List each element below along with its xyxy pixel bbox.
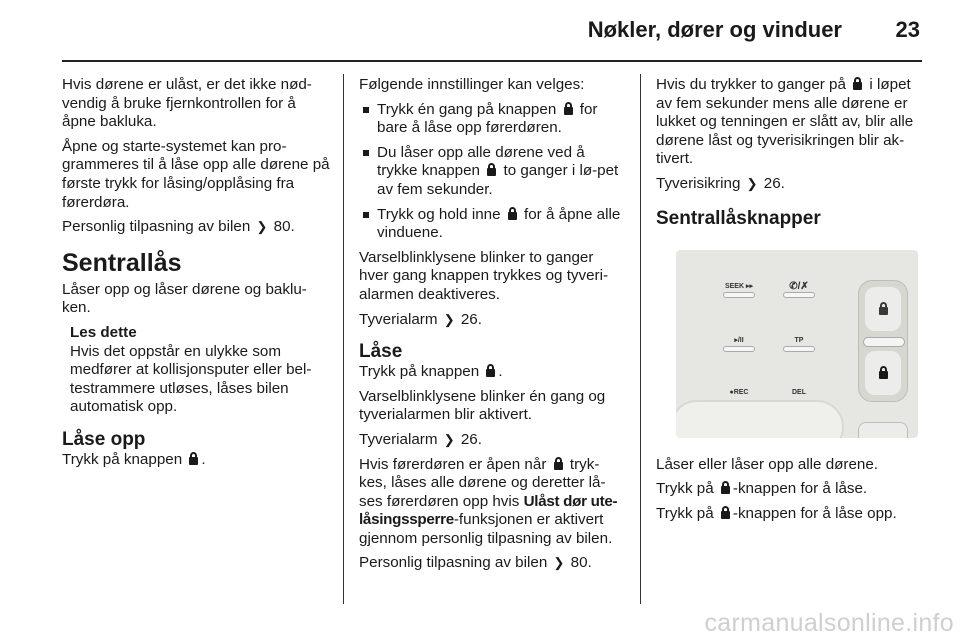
paragraph: Åpne og starte-systemet kan pro-grammeres til å låse opp alle dørene på første trykk for låsing/opplåsing fra førerdøra.	[62, 137, 330, 211]
lock-icon	[853, 82, 862, 90]
button-label: ●REC	[729, 388, 749, 396]
paragraph	[359, 456, 627, 549]
column-2	[359, 76, 627, 579]
reference-text: Tyverialarm	[359, 310, 438, 328]
list-item	[359, 144, 627, 200]
list-item-text: Trykk én gang på knappen	[377, 100, 557, 118]
page-ref-arrow-icon: ❯	[256, 219, 268, 235]
list-item-text: to ganger i lø-pet av fem sekunder.	[377, 162, 619, 198]
reference-page: 80.	[570, 554, 592, 572]
note-text: Hvis det oppstår en ulykke som medfører at kollisjonsputer eller bel-testrammere utløses, låses bilen automatisk opp.	[70, 342, 312, 416]
reference-text: Personlig tilpasning av bilen	[62, 218, 251, 236]
page-ref-arrow-icon: ❯	[443, 311, 455, 327]
settings-list	[359, 101, 627, 243]
paragraph-text: .	[201, 450, 206, 468]
lock-icon	[879, 371, 888, 379]
page-header	[0, 0, 960, 58]
paragraph-text: Trykk på	[656, 504, 714, 522]
button-label: DEL	[792, 388, 806, 396]
paragraph: Varselblinklysene blinker én gang og tyverialarmen blir aktivert.	[359, 387, 606, 424]
paragraph-text: -knappen for å låse.	[732, 480, 868, 498]
list-item-text: Du låser opp alle dørene ved å trykke knappen	[377, 143, 585, 180]
paragraph-text: Trykk på	[656, 480, 714, 498]
paragraph-text: Hvis du trykker to ganger på	[656, 76, 846, 93]
paragraph-text: -funksjonen er aktivert gjennom personlig tilpasning av bilen.	[359, 511, 613, 547]
button-label: ✆/✗	[789, 280, 809, 292]
paragraph: Hvis dørene er ulåst, er det ikke nød-vendig å bruke fjernkontrollen for å åpne bakluka.	[62, 76, 312, 131]
paragraph-text: Hvis førerdøren er åpen når	[359, 455, 547, 473]
paragraph-text: tryk-kes, låses alle dørene og deretter lå-ses førerdøren opp hvis	[359, 455, 606, 510]
seek-button	[716, 278, 762, 298]
column-divider	[343, 74, 344, 604]
note-box	[70, 324, 330, 417]
page-ref-arrow-icon: ❯	[746, 175, 758, 191]
unlock-icon	[879, 307, 888, 315]
function-name: Ulåst dør ute-låsingssperre	[359, 492, 618, 529]
paragraph: Følgende innstillinger kan velges:	[359, 76, 585, 93]
paragraph-text: .	[498, 363, 503, 381]
page-reference[interactable]	[656, 175, 926, 194]
unlock-segment	[865, 287, 901, 331]
central-lock-panel-illustration	[676, 250, 918, 438]
list-item-text: for å åpne alle vinduene.	[377, 205, 621, 242]
panel-button	[858, 422, 908, 438]
paragraph	[656, 480, 926, 499]
column-3	[656, 76, 926, 529]
section-heading: Sentrallås	[62, 248, 182, 277]
tp-button	[776, 332, 822, 352]
central-lock-rocker-switch	[858, 280, 908, 402]
lock-icon	[564, 107, 573, 115]
reference-text: Tyverialarm	[359, 430, 438, 448]
lock-icon	[486, 369, 495, 377]
paragraph: Låser eller låser opp alle dørene.	[656, 455, 879, 473]
button-label: ▸/II	[734, 336, 744, 344]
lock-icon	[721, 486, 730, 494]
page-ref-arrow-icon: ❯	[443, 431, 455, 447]
reference-page: 26.	[460, 310, 482, 328]
reference-page: 80.	[273, 218, 295, 236]
button-label: TP	[794, 336, 804, 344]
unlock-icon	[721, 511, 730, 519]
play-pause-button	[716, 332, 762, 352]
phone-button	[776, 278, 822, 298]
button-bar	[723, 292, 755, 298]
page-reference[interactable]	[359, 431, 627, 450]
list-item-text: for bare å låse opp førerdøren.	[377, 100, 598, 137]
reference-page: 26.	[763, 174, 785, 192]
button-label: SEEK ▸▸	[724, 282, 754, 290]
watermark-url: carmanualsonline.info	[704, 609, 954, 637]
column-1	[62, 76, 330, 476]
page-reference[interactable]	[359, 554, 627, 573]
button-bar	[723, 346, 755, 352]
reference-text: Tyverisikring	[656, 174, 741, 192]
paragraph-text: i løpet av fem sekunder mens alle dørene er lukket og tenningen er slått av, blir alle dørene låst og tyverisikringen blir ak-tivert.	[656, 76, 914, 168]
rec-button	[716, 384, 762, 394]
panel-contour	[676, 400, 844, 438]
paragraph	[62, 451, 330, 470]
del-button	[776, 384, 822, 394]
subsection-heading: Sentrallåsknapper	[656, 207, 821, 229]
button-bar	[783, 346, 815, 352]
paragraph	[656, 76, 926, 169]
paragraph	[359, 363, 627, 382]
lock-segment	[865, 351, 901, 395]
lock-icon	[508, 212, 517, 220]
reference-page: 26.	[460, 430, 482, 448]
lock-icon	[554, 462, 563, 470]
lock-icon	[487, 168, 496, 176]
paragraph: Varselblinklysene blinker to ganger hver gang knappen trykkes og tyveri-alarmen deaktiveres.	[359, 248, 609, 303]
list-item-text: Trykk og hold inne	[377, 205, 501, 223]
subsection-heading: Låse opp	[62, 428, 146, 450]
list-item	[359, 206, 627, 243]
page-reference[interactable]	[359, 311, 627, 330]
header-rule	[62, 60, 922, 62]
paragraph: Låser opp og låser dørene og baklu-ken.	[62, 280, 307, 317]
list-item	[359, 101, 627, 138]
subsection-heading: Låse	[359, 341, 403, 363]
button-bar	[783, 292, 815, 298]
lock-icon	[189, 457, 198, 465]
rocker-divider	[863, 337, 905, 347]
reference-text: Personlig tilpasning av bilen	[359, 554, 548, 572]
column-divider	[640, 74, 641, 604]
paragraph-text: Trykk på knappen	[62, 450, 183, 468]
page-ref-arrow-icon: ❯	[553, 555, 565, 571]
page-reference[interactable]	[62, 218, 330, 237]
paragraph	[656, 505, 926, 524]
page-title: Nøkler, dører og vinduer	[587, 17, 842, 42]
note-title: Les dette	[70, 323, 137, 341]
paragraph-text: -knappen for å låse opp.	[732, 504, 897, 522]
paragraph-text: Trykk på knappen	[359, 363, 480, 381]
page-number: 23	[895, 17, 920, 42]
